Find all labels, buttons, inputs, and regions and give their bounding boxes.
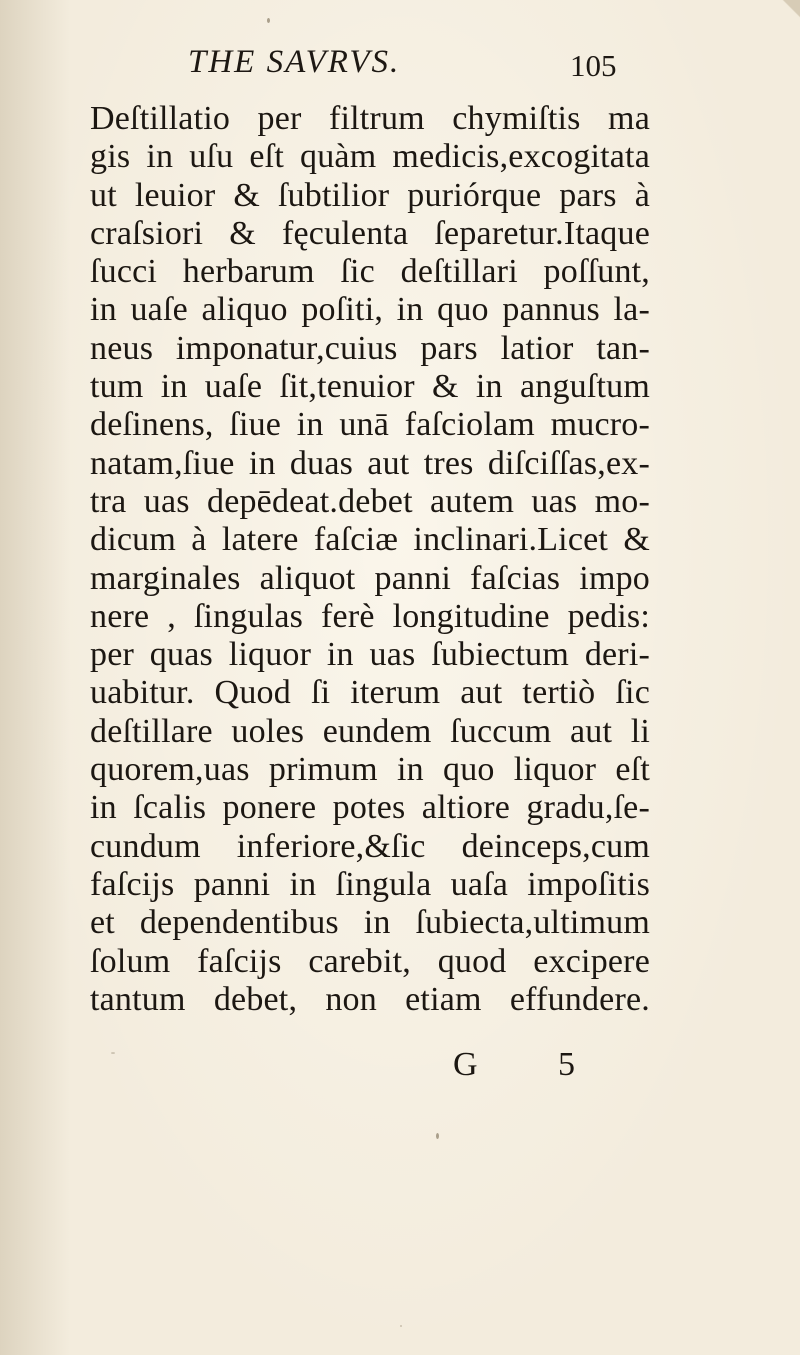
running-title: THE SAVRVS. [188, 44, 401, 80]
page-corner [782, 0, 800, 18]
text-line: in uaſe aliquo poſiti, in quo pannus la- [90, 291, 650, 329]
gutter-shadow [0, 0, 70, 1355]
text-line: tum in uaſe ſit,tenuior & in anguſtum [90, 368, 650, 406]
ink-speck [267, 18, 270, 23]
text-line: ut leuior & ſubtilior puriórque pars à [90, 176, 650, 214]
page-number: 105 [570, 48, 617, 83]
text-line: cundum inferiore,&ſic deinceps,cum [90, 827, 650, 865]
text-line: deſtillare uoles eundem ſuccum aut li [90, 712, 650, 750]
text-line: craſsiori & fęculenta ſeparetur.Itaque [90, 214, 650, 252]
ink-speck [400, 1325, 402, 1327]
body-text [90, 100, 650, 1019]
text-line: per quas liquor in uas ſubiectum deri- [90, 636, 650, 674]
text-line: tra uas depēdeat.debet autem uas mo- [90, 482, 650, 520]
text-line: faſcijs panni in ſingula uaſa impoſitis [90, 865, 650, 903]
ink-speck [436, 1133, 439, 1139]
text-line: ſucci herbarum ſic deſtillari poſſunt, [90, 253, 650, 291]
text-line: neus imponatur,cuius pars latior tan- [90, 329, 650, 367]
page-header [188, 44, 668, 90]
text-line: tantum debet, non etiam effundere. [90, 980, 650, 1018]
text-line: deſinens, ſiue in unā faſciolam mucro- [90, 406, 650, 444]
text-line: et dependentibus in ſubiecta,ultimum [90, 904, 650, 942]
text-line: ſolum faſcijs carebit, quod excipere [90, 942, 650, 980]
text-line: in ſcalis ponere potes altiore gradu,ſe- [90, 789, 650, 827]
text-line: uabitur. Quod ſi iterum aut tertiò ſic [90, 674, 650, 712]
text-line: marginales aliquot panni faſcias impo [90, 559, 650, 597]
text-line: natam,ſiue in duas aut tres diſciſſas,ex- [90, 444, 650, 482]
signature-mark: G 5 [453, 1046, 612, 1083]
ink-speck [111, 1052, 115, 1054]
text-line: nere , ſingulas ferè longitudine pedis: [90, 597, 650, 635]
text-line: quorem,uas primum in quo liquor eſt [90, 751, 650, 789]
text-line: dicum à latere faſciæ inclinari.Licet & [90, 521, 650, 559]
text-line: Deſtillatio per filtrum chymiſtis ma [90, 100, 650, 137]
text-line: gis in uſu eſt quàm medicis,excogitata [90, 138, 650, 176]
